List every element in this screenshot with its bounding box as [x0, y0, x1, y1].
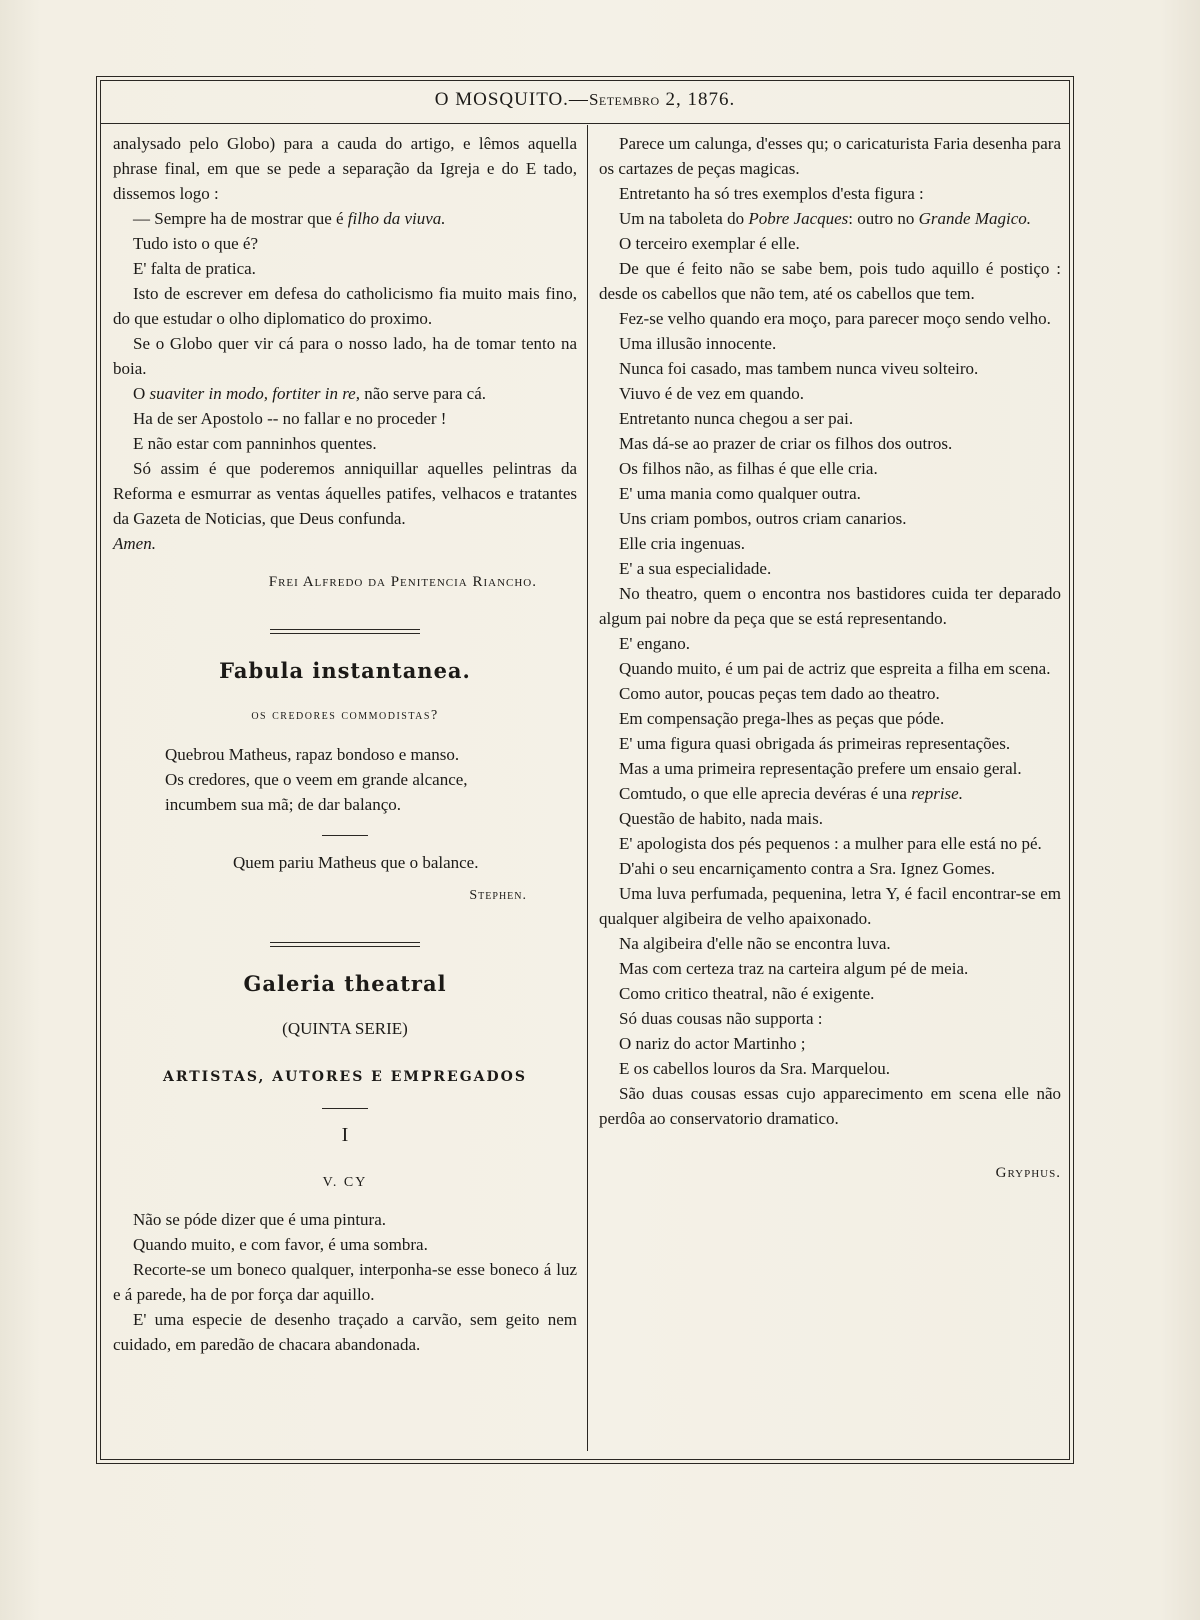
- paragraph: E' uma figura quasi obrigada ás primeiras representações.: [619, 734, 1011, 753]
- amen: Amen.: [113, 534, 156, 553]
- page-header: [101, 89, 1069, 117]
- paragraph: Na algibeira d'elle não se encontra luva.: [619, 934, 891, 953]
- paragraph: Uns criam pombos, outros criam canarios.: [619, 509, 907, 528]
- paragraph: Recorte-se um boneco qualquer, interponha-se esse boneco á luz e á parede, ha de por força dar aquillo.: [113, 1260, 577, 1304]
- paragraph: Ha de ser Apostolo -- no fallar e no proceder !: [133, 409, 447, 428]
- paragraph: Uma luva perfumada, pequenina, letra Y, é facil encontrar-se em qualquer algibeira de velho apaixonado.: [599, 884, 1061, 928]
- paragraph: Se o Globo quer vir cá para o nosso lado, ha de tomar tento na boia.: [113, 334, 577, 378]
- paragraph: Mas com certeza traz na carteira algum pé de meia.: [619, 959, 969, 978]
- verse-line: Os credores, que o veem em grande alcance,: [165, 770, 468, 789]
- masthead: O MOSQUITO.—: [434, 89, 589, 110]
- paragraph: Isto de escrever em defesa do catholicismo fia muito mais fino, do que estudar o olho diplomatico do proximo.: [113, 284, 577, 328]
- paragraph: Nunca foi casado, mas tambem nunca viveu solteiro.: [619, 359, 979, 378]
- right-column: [599, 131, 1061, 1186]
- roman-numeral: I: [341, 1124, 349, 1146]
- paragraph: Como autor, poucas peças tem dado ao theatro.: [619, 684, 940, 703]
- paragraph: De que é feito não se sabe bem, pois tudo aquillo é postiço : desde os cabellos que não tem, até os cabellos que tem.: [599, 259, 1061, 303]
- paragraph: O nariz do actor Martinho ;: [619, 1034, 806, 1053]
- paragraph: Questão de habito, nada mais.: [619, 809, 823, 828]
- paragraph: Parece um calunga, d'esses qu; o caricaturista Faria desenha para os cartazes de peças magicas.: [599, 134, 1061, 178]
- column-divider: [587, 125, 588, 1451]
- paragraph: E' apologista dos pés pequenos : a mulher para elle está no pé.: [619, 834, 1042, 853]
- paragraph: E' engano.: [619, 634, 691, 653]
- paragraph: Quando muito, é um pai de actriz que espreita a filha em scena.: [619, 659, 1051, 678]
- paragraph: — Sempre ha de mostrar que é filho da viuva.: [133, 209, 446, 228]
- paragraph: Viuvo é de vez em quando.: [619, 384, 804, 403]
- paragraph: analysado pelo Globo) para a cauda do artigo, e lêmos aquella phrase final, em que se pede a separação da Igreja e do E tado, dissemos logo :: [113, 134, 577, 203]
- paragraph: O terceiro exemplar é elle.: [619, 234, 800, 253]
- heading-divider: [322, 1108, 368, 1109]
- paragraph: E não estar com panninhos quentes.: [133, 434, 377, 453]
- paragraph: Os filhos não, as filhas é que elle cria.: [619, 459, 878, 478]
- paragraph: O suaviter in modo, fortiter in re, não serve para cá.: [133, 384, 486, 403]
- paragraph: Fez-se velho quando era moço, para parecer moço sendo velho.: [619, 309, 1051, 328]
- header-rule: [101, 123, 1069, 124]
- paragraph: São duas cousas essas cujo apparecimento em scena elle não perdôa ao conservatorio dramatico.: [599, 1084, 1061, 1128]
- paragraph: Elle cria ingenuas.: [619, 534, 746, 553]
- paragraph: Comtudo, o que elle aprecia devéras é una reprise.: [619, 784, 963, 803]
- section-divider: [270, 629, 420, 634]
- paragraph: Só assim é que poderemos anniquillar aquelles pelintras da Reforma e esmurrar as ventas áquelles patifes, velhacos e tratantes da Gazeta de Noticias, que Deus confunda.: [113, 459, 577, 528]
- paragraph: Como critico theatral, não é exigente.: [619, 984, 875, 1003]
- verse-line: incumbem sua mã; de dar balanço.: [165, 795, 402, 814]
- header-date: 2, 1876.: [665, 89, 736, 110]
- paragraph: D'ahi o seu encarniçamento contra a Sra. Ignez Gomes.: [619, 859, 995, 878]
- serie-label: (QUINTA SERIE): [282, 1019, 408, 1038]
- verse-divider: [322, 835, 368, 836]
- paragraph: Em compensação prega-lhes as peças que póde.: [619, 709, 945, 728]
- fabula-author: Stephen.: [469, 888, 527, 903]
- fabula-subtitle: os credores commodistas?: [251, 708, 439, 723]
- paragraph: Mas a uma primeira representação prefere um ensaio geral.: [619, 759, 1022, 778]
- paragraph: No theatro, quem o encontra nos bastidores cuida ter deparado algum pai nobre da peça que se está representando.: [599, 584, 1061, 628]
- subject-name: V. CY: [322, 1175, 368, 1190]
- paragraph: E' falta de pratica.: [133, 259, 256, 278]
- verse-line: Quem pariu Matheus que o balance.: [233, 853, 479, 872]
- paragraph: Só duas cousas não supporta :: [619, 1009, 823, 1028]
- artistas-heading: ARTISTAS, AUTORES E EMPREGADOS: [163, 1069, 527, 1085]
- signature: Gryphus.: [995, 1165, 1061, 1181]
- paragraph: Quando muito, e com favor, é uma sombra.: [133, 1235, 428, 1254]
- paragraph: Entretanto nunca chegou a ser pai.: [619, 409, 854, 428]
- paragraph: E os cabellos louros da Sra. Marquelou.: [619, 1059, 890, 1078]
- paragraph: Entretanto ha só tres exemplos d'esta figura :: [619, 184, 924, 203]
- paragraph: Um na taboleta do Pobre Jacques: outro no Grande Magico.: [619, 209, 1032, 228]
- paragraph: E' uma mania como qualquer outra.: [619, 484, 861, 503]
- paragraph: Não se póde dizer que é uma pintura.: [133, 1210, 387, 1229]
- paragraph: Mas dá-se ao prazer de criar os filhos dos outros.: [619, 434, 953, 453]
- page-frame: [100, 80, 1070, 1460]
- header-month: Setembro: [588, 90, 660, 109]
- paragraph: E' uma especie de desenho traçado a carvão, sem geito nem cuidado, em paredão de chacara abandonada.: [113, 1310, 577, 1354]
- left-column: [113, 131, 577, 1357]
- signature: Frei Alfredo da Penitencia Riancho.: [268, 574, 537, 590]
- paragraph: Tudo isto o que é?: [133, 234, 258, 253]
- paragraph: Uma illusão innocente.: [619, 334, 777, 353]
- verse-line: Quebrou Matheus, rapaz bondoso e manso.: [165, 745, 460, 764]
- section-divider: [270, 942, 420, 947]
- paragraph: E' a sua especialidade.: [619, 559, 772, 578]
- fabula-title: Fabula instantanea.: [219, 658, 471, 683]
- galeria-title: Galeria theatral: [243, 971, 447, 996]
